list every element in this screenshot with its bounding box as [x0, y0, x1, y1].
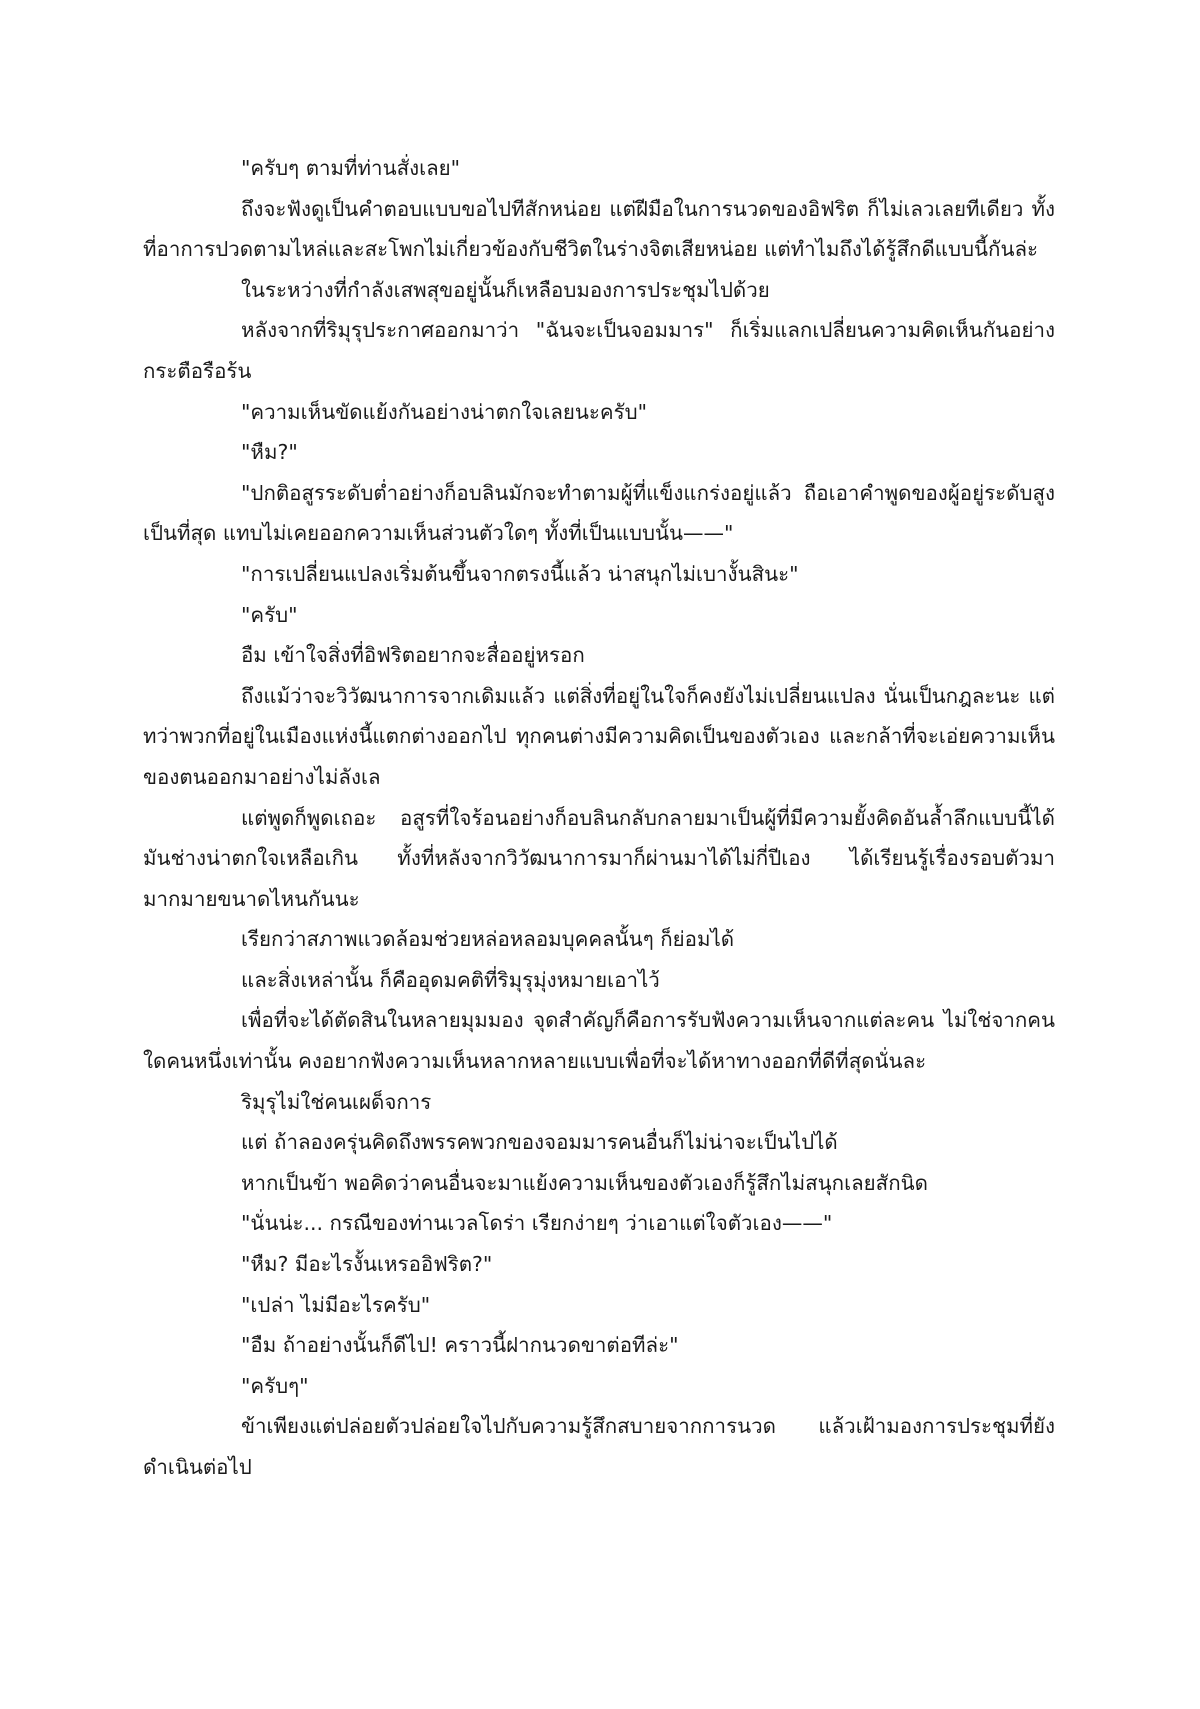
paragraph: "ครับๆ ตามที่ท่านสั่งเลย"	[241, 156, 461, 180]
paragraph: "ครับๆ"	[241, 1373, 309, 1398]
paragraph: "ความเห็นขัดแย้งกันอย่างน่าตกใจเลยนะครับ"	[241, 399, 648, 424]
paragraph: ถึงจะฟังดูเป็นคำตอบแบบขอไปทีสักหน่อย แต่ฝีมือในการนวดของอิฟริต ก็ไม่เลวเลยทีเดียว ทั้งที่อาการปวดตามไหล่และสะโพกไม่เกี่ยวข้องกับชีวิตในร่างจิตเสียหน่อย แต่ทำไมถึงได้รู้สึกดีแบบนี้กันล่ะ	[143, 196, 1055, 262]
paragraph: แต่ ถ้าลองครุ่นคิดถึงพรรคพวกของจอมมารคนอื่นก็ไม่น่าจะเป็นไปได้	[241, 1130, 838, 1155]
paragraph: หลังจากที่ริมุรุประกาศออกมาว่า "ฉันจะเป็นจอมมาร" ก็เริ่มแลกเปลี่ยนความคิดเห็นกันอย่างกระตือรือร้น	[143, 318, 1055, 383]
paragraph: หากเป็นข้า พอคิดว่าคนอื่นจะมาแย้งความเห็นของตัวเองก็รู้สึกไม่สนุกเลยสักนิด	[241, 1170, 928, 1195]
paragraph: ในระหว่างที่กำลังเสพสุขอยู่นั้นก็เหลือบมองการประชุมไปด้วย	[241, 277, 770, 302]
paragraph: "ปกติอสูรระดับต่ำอย่างก็อบลินมักจะทำตามผู้ที่แข็งแกร่งอยู่แล้ว ถือเอาคำพูดของผู้อยู่ระดับสูงเป็นที่สุด แทบไม่เคยออกความเห็นส่วนตัวใดๆ ทั้งที่เป็นแบบนั้น——"	[143, 480, 1055, 546]
paragraph: "หืม? มีอะไรงั้นเหรออิฟริต?"	[241, 1252, 493, 1277]
paragraph: เรียกว่าสภาพแวดล้อมช่วยหล่อหลอมบุคคลนั้นๆ ก็ย่อมได้	[241, 927, 735, 952]
paragraph: ริมุรุไม่ใช่คนเผด็จการ	[241, 1089, 432, 1114]
paragraph: "เปล่า ไม่มีอะไรครับ"	[241, 1292, 431, 1317]
paragraph: แต่พูดก็พูดเถอะ อสูรที่ใจร้อนอย่างก็อบลินกลับกลายมาเป็นผู้ที่มีความยั้งคิดอันล้ำลึกแบบนี้ได้มันช่างน่าตกใจเหลือเกิน ทั้งที่หลังจากวิวัฒนาการมาก็ผ่านมาได้ไม่กี่ปีเอง ได้เรียนรู้เรื่องรอบตัวมามากมายขนาดไหนกันนะ	[143, 805, 1055, 911]
paragraph: "นั่นน่ะ... กรณีของท่านเวลโดร่า เรียกง่ายๆ ว่าเอาแต่ใจตัวเอง——"	[241, 1211, 833, 1236]
paragraph: "การเปลี่ยนแปลงเริ่มต้นขึ้นจากตรงนี้แล้ว น่าสนุกไม่เบางั้นสินะ"	[241, 561, 799, 586]
paragraph: ข้าเพียงแต่ปล่อยตัวปล่อยใจไปกับความรู้สึกสบายจากการนวด แล้วเฝ้ามองการประชุมที่ยังดำเนินต่อไป	[143, 1414, 1055, 1479]
paragraph: และสิ่งเหล่านั้น ก็คืออุดมคติที่ริมุรุมุ่งหมายเอาไว้	[241, 967, 660, 992]
paragraph: "หืม?"	[241, 440, 298, 465]
paragraph: เพื่อที่จะได้ตัดสินในหลายมุมมอง จุดสำคัญก็คือการรับฟังความเห็นจากแต่ละคน ไม่ใช่จากคนใดคนหนึ่งเท่านั้น คงอยากฟังความเห็นหลากหลายแบบเพื่อที่จะได้หาทางออกที่ดีที่สุดนั่นละ	[143, 1008, 1055, 1074]
paragraph: ถึงแม้ว่าจะวิวัฒนาการจากเดิมแล้ว แต่สิ่งที่อยู่ในใจก็คงยังไม่เปลี่ยนแปลง นั่นเป็นกฎละนะ แต่ทว่าพวกที่อยู่ในเมืองแห่งนี้แตกต่างออกไป ทุกคนต่างมีความคิดเป็นของตัวเอง และกล้าที่จะเอ่ยความเห็นของตนออกมาอย่างไม่ลังเล	[143, 683, 1055, 789]
paragraph: อืม เข้าใจสิ่งที่อิฟริตอยากจะสื่ออยู่หรอก	[241, 643, 585, 668]
body-text	[143, 148, 1055, 1488]
paragraph: "อืม ถ้าอย่างนั้นก็ดีไป! คราวนี้ฝากนวดขาต่อทีล่ะ"	[241, 1333, 679, 1358]
paragraph: "ครับ"	[241, 602, 298, 627]
